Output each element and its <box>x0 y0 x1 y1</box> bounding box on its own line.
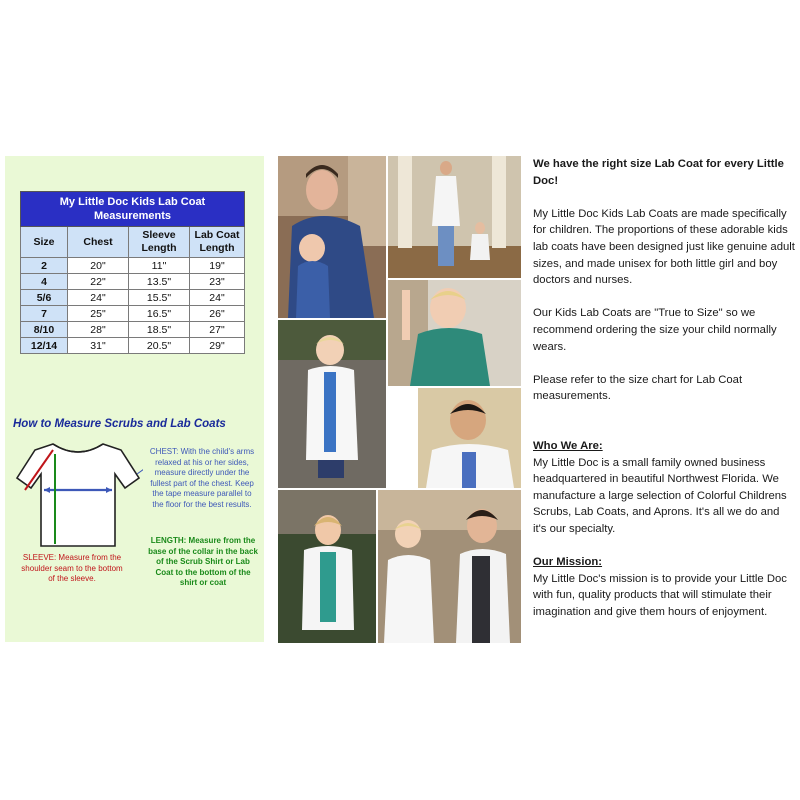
table-cell: 29" <box>190 338 245 354</box>
table-cell: 20.5" <box>129 338 190 354</box>
photo-collage <box>278 156 521 643</box>
description-column <box>533 156 795 637</box>
column-header: Lab Coat Length <box>190 227 245 258</box>
table-cell: 23" <box>190 274 245 290</box>
length-instructions: LENGTH: Measure from the base of the collar in the back of the Scrub Shirt or Lab Coat to the bottom of the shirt or coat <box>148 536 258 587</box>
who-we-are-text: My Little Doc is a small family owned business headquartered in beautiful Northwest Florida. We manufacture a large selection of Colorful Childrens Scrubs, Lab Coats, and Aprons. It's all we do and it's our specialty. <box>533 456 787 536</box>
photo-girl-labcoat <box>278 490 376 643</box>
table-cell: 11" <box>129 258 190 274</box>
table-cell: 15.5" <box>129 290 190 306</box>
photo-doctor-with-child <box>278 156 386 318</box>
table-cell: 20" <box>68 258 129 274</box>
chest-instructions: CHEST: With the child's arms relaxed at his or her sides, measure directly under the fullest part of the chest. Keep the tape measure parallel to the floor for the best results. <box>149 447 255 509</box>
table-cell: 12/14 <box>21 338 68 354</box>
sleeve-instructions: SLEEVE: Measure from the shoulder seam to the bottom of the sleeve. <box>21 553 123 583</box>
description-paragraph: Our Kids Lab Coats are "True to Size" so we recommend ordering the size your child normally wears. <box>533 307 777 353</box>
table-cell: 16.5" <box>129 306 190 322</box>
table-cell: 26" <box>190 306 245 322</box>
table-cell: 25" <box>68 306 129 322</box>
size-chart-title: My Little Doc Kids Lab Coat Measurements <box>21 192 245 227</box>
table-row <box>21 322 245 338</box>
table-cell: 18.5" <box>129 322 190 338</box>
table-cell: 2 <box>21 258 68 274</box>
table-cell: 7 <box>21 306 68 322</box>
table-cell: 19" <box>190 258 245 274</box>
table-row <box>21 306 245 322</box>
measure-guide-title: How to Measure Scrubs and Lab Coats <box>13 418 226 430</box>
table-cell: 28" <box>68 322 129 338</box>
table-cell: 4 <box>21 274 68 290</box>
table-cell: 22" <box>68 274 129 290</box>
photo-toddler-labcoat <box>278 320 386 488</box>
table-row <box>21 290 245 306</box>
column-header: Chest <box>68 227 129 258</box>
description-paragraph: My Little Doc Kids Lab Coats are made specifically for children. The proportions of these adorable kids lab coats have been designed just like genuine adult sizes, and made unisex for both little girl and boy doctors and nurses. <box>533 207 795 287</box>
photo-boy-labcoat <box>418 388 521 488</box>
table-row <box>21 338 245 354</box>
size-chart-table <box>20 191 245 354</box>
table-cell: 5/6 <box>21 290 68 306</box>
description-paragraph: Please refer to the size chart for Lab Coat measurements. <box>533 373 743 403</box>
column-header: Sleeve Length <box>129 227 190 258</box>
table-cell: 13.5" <box>129 274 190 290</box>
headline: We have the right size Lab Coat for every Little Doc! <box>533 158 784 187</box>
mission-text: My Little Doc's mission is to provide your Little Doc with fun, quality products that will stimulate their imagination and give them hours of enjoyment. <box>533 572 787 619</box>
table-cell: 24" <box>68 290 129 306</box>
table-row <box>21 258 245 274</box>
table-cell: 24" <box>190 290 245 306</box>
photo-kids-playing <box>378 490 521 643</box>
table-row <box>21 274 245 290</box>
shirt-diagram-icon <box>13 438 143 554</box>
photo-hallway-walk <box>388 156 521 278</box>
measurement-panel <box>5 156 264 642</box>
who-we-are-heading: Who We Are: <box>533 440 603 453</box>
table-cell: 31" <box>68 338 129 354</box>
photo-toddler-scrubs <box>388 280 521 386</box>
column-header: Size <box>21 227 68 258</box>
mission-heading: Our Mission: <box>533 556 603 569</box>
table-cell: 8/10 <box>21 322 68 338</box>
table-cell: 27" <box>190 322 245 338</box>
